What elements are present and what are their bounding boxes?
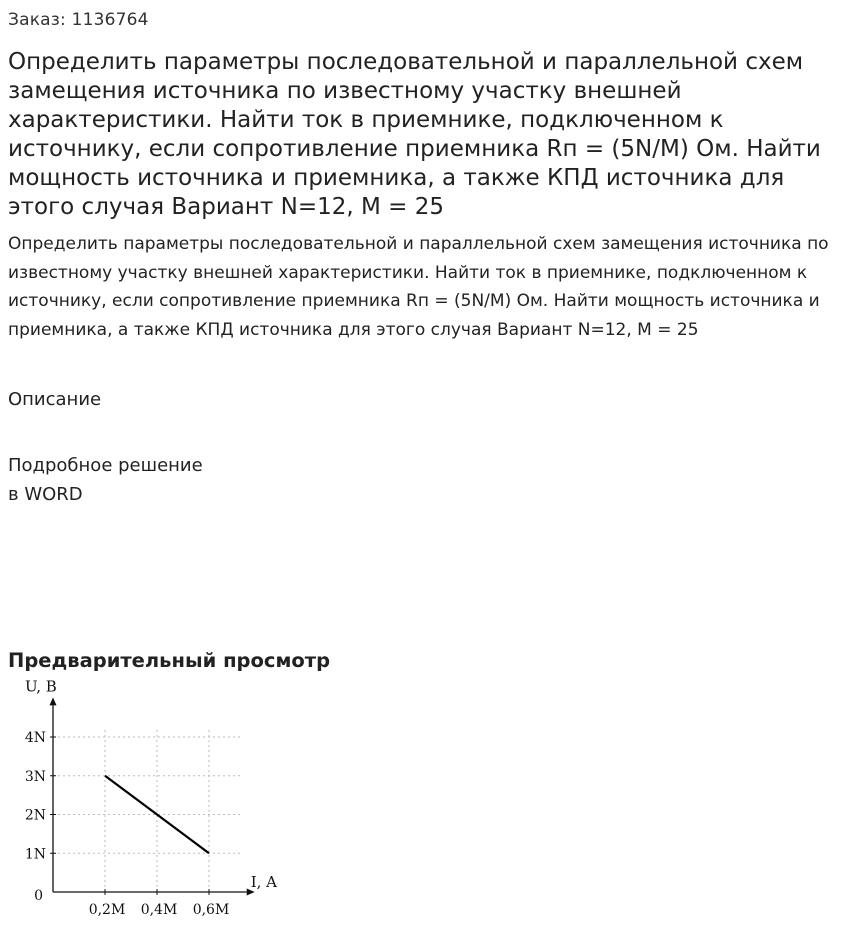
x-tick-label: 0,2M: [88, 902, 126, 918]
y-axis-label: U, B: [25, 680, 57, 696]
origin-label: 0: [34, 888, 43, 904]
iv-characteristic-chart: [0, 680, 320, 930]
x-axis-label: I, A: [250, 873, 277, 891]
page-title: Определить параметры последовательной и параллельной схем замещения источника по известному участку внешней характеристики. Найти ток в приемнике, подключенном к источнику, если сопротивление приемника Rп = (5N/M) Ом. Найти мощность источника и приемника, а также КПД источника для этого случая Вариант N=12, M = 25: [8, 49, 821, 220]
solution-line-2: в WORD: [8, 484, 83, 505]
chart-axes: [50, 697, 255, 895]
y-tick-label: 3N: [24, 768, 46, 785]
y-tick-label: 2N: [24, 807, 46, 824]
x-tick-label: 0,4M: [140, 902, 178, 918]
task-description: Определить параметры последовательной и параллельной схем замещения источника по известному участку внешней характеристики. Найти ток в приемнике, подключенном к источнику, если сопротивление приемника Rп = (5N/M) Ом. Найти мощность источника и приемника, а также КПД источника для этого случая Вариант N=12, M = 25: [8, 234, 829, 340]
y-axis-arrow: [50, 697, 57, 705]
preview-heading: Предварительный просмотр: [8, 649, 331, 672]
x-tick-label: 0,6M: [192, 902, 230, 918]
chart-grid: [53, 729, 242, 892]
y-tick-label: 1N: [24, 846, 46, 863]
chart-ticks: [25, 730, 229, 918]
description-section-label: Описание: [8, 389, 102, 410]
y-tick-label: 4N: [24, 730, 46, 746]
solution-line-1: Подробное решение: [8, 455, 203, 476]
solution-note: [8, 451, 203, 509]
order-number: Заказ: 1136764: [8, 10, 149, 30]
